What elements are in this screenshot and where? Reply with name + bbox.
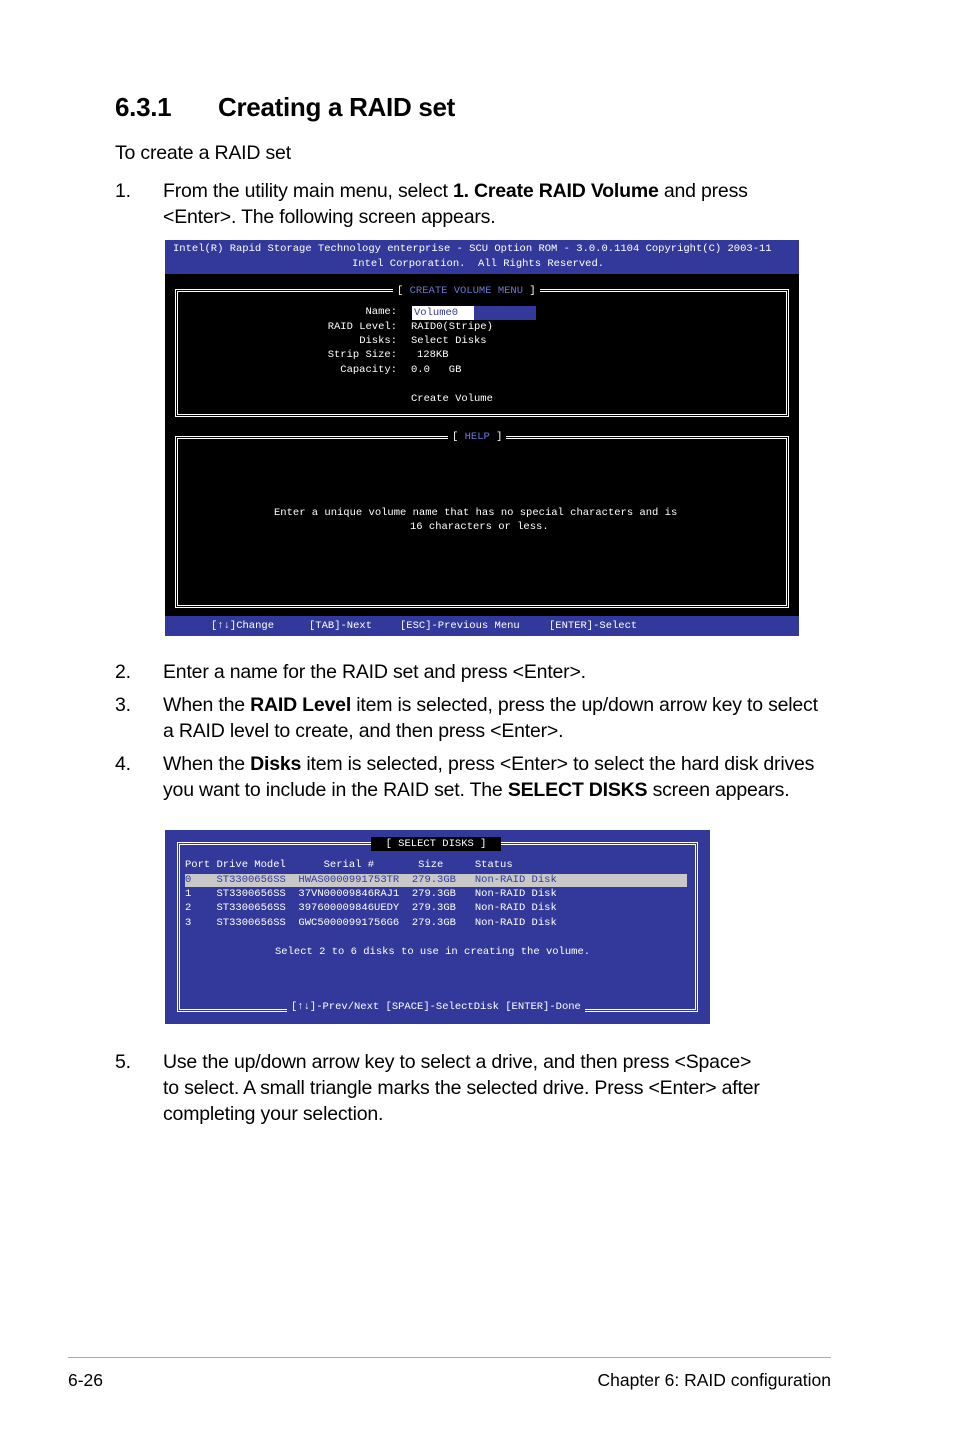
screen-header: [165, 240, 799, 274]
disks-value[interactable]: Select Disks: [411, 335, 487, 347]
select-disks-note: Select 2 to 6 disks to use in creating the volume.: [275, 946, 591, 958]
page-number: 6-26: [68, 1370, 104, 1390]
step-5-line-2: to select. A small triangle marks the selected drive. Press <Enter> after: [163, 1077, 760, 1099]
select-disks-title: [ SELECT DISKS ]: [371, 837, 501, 851]
step-4-line-2c: screen appears.: [647, 779, 790, 801]
step-1-text: [163, 178, 843, 230]
name-label: Name:: [365, 306, 397, 318]
strip-size-label: Strip Size:: [327, 349, 397, 361]
step-2-text: Enter a name for the RAID set and press <Enter>.: [163, 661, 586, 683]
footer-change: [↑↓]Change: [211, 620, 275, 632]
help-line-1: Enter a unique volume name that has no special characters and is: [274, 507, 678, 519]
step-2-number: 2.: [115, 661, 131, 683]
step-1-bold: 1. Create RAID Volume: [452, 180, 659, 202]
disk-row-2[interactable]: 2 ST3300656SS 397600009846UEDY 279.3GB Non-RAID Disk: [185, 902, 557, 914]
step-3-number: 3.: [115, 694, 131, 716]
select-disks-screen: [165, 830, 710, 1024]
footer-tab: [TAB]-Next: [309, 620, 373, 632]
disk-table-header: Port Drive Model Serial # Size Status: [185, 859, 513, 871]
disk-row-3[interactable]: 3 ST3300656SS GWC50000991756G6 279.3GB Non-RAID Disk: [185, 917, 557, 929]
name-input[interactable]: [412, 306, 536, 320]
step-4-number: 4.: [115, 753, 131, 775]
step-5: [0, 1049, 954, 1127]
intro-text: To create a RAID set: [115, 142, 291, 164]
step-3: [0, 692, 954, 744]
name-value: Volume0: [412, 306, 474, 320]
step-4: [0, 751, 954, 803]
step-5-text: [163, 1049, 843, 1127]
step-1-part-a: From the utility main menu, select: [163, 180, 453, 202]
section-number: 6.3.1: [115, 92, 172, 122]
disk-row-0[interactable]: 0 ST3300656SS HWAS0000991753TR 279.3GB Non-RAID Disk: [185, 874, 557, 886]
step-1: [0, 178, 954, 230]
step-3-part-a: When the: [163, 694, 251, 716]
step-4-line-2-bold: SELECT DISKS: [507, 779, 648, 801]
step-4-text: [163, 751, 863, 803]
raid-level-label: RAID Level:: [327, 321, 397, 333]
select-disks-footer: [↑↓]-Prev/Next [SPACE]-SelectDisk [ENTER]-Done: [287, 1000, 585, 1014]
step-4-part-c: item is selected, press <Enter> to select the hard disk drives: [301, 753, 815, 775]
step-1-number: 1.: [115, 180, 131, 202]
raid-level-value[interactable]: RAID0(Stripe): [411, 321, 493, 333]
step-4-line-2a: you want to include in the RAID set. The: [163, 779, 508, 801]
help-line-2: 16 characters or less.: [410, 521, 549, 533]
step-1-line-2: <Enter>. The following screen appears.: [163, 206, 496, 228]
section-heading: [115, 92, 455, 123]
step-4-bold: Disks: [250, 753, 302, 775]
capacity-label: Capacity:: [340, 364, 397, 376]
step-3-text: [163, 692, 863, 744]
menu-title-text: CREATE VOLUME MENU: [409, 285, 524, 297]
step-1-part-c: and press: [658, 180, 748, 202]
create-volume-screen: [165, 240, 799, 636]
section-title: Creating a RAID set: [218, 92, 456, 122]
help-title-text: HELP: [464, 431, 490, 443]
create-volume-button[interactable]: Create Volume: [411, 393, 493, 405]
disk-row-1[interactable]: 1 ST3300656SS 37VN00009846RAJ1 279.3GB Non-RAID Disk: [185, 888, 557, 900]
step-5-line-3: completing your selection.: [163, 1103, 384, 1125]
strip-size-value[interactable]: 128KB: [417, 349, 449, 361]
screen-footer: [165, 616, 799, 636]
capacity-value: 0.0 GB: [411, 364, 462, 376]
step-4-part-a: When the: [163, 753, 251, 775]
footer-enter: [ENTER]-Select: [549, 620, 638, 632]
help-title: [ HELP ]: [448, 430, 506, 444]
step-2: [0, 659, 954, 685]
step-5-line-1: Use the up/down arrow key to select a drive, and then press <Space>: [163, 1051, 752, 1073]
header-line-2: Intel Corporation. All Rights Reserved.: [352, 258, 605, 270]
menu-title: [ CREATE VOLUME MENU ]: [393, 284, 540, 298]
step-3-bold: RAID Level: [250, 694, 352, 716]
step-3-line-2: a RAID level to create, and then press <Enter>.: [163, 720, 564, 742]
chapter-title: Chapter 6: RAID configuration: [597, 1370, 831, 1390]
step-5-number: 5.: [115, 1051, 131, 1073]
step-3-part-c: item is selected, press the up/down arrow key to select: [351, 694, 818, 716]
footer-rule: [68, 1357, 831, 1358]
header-line-1: Intel(R) Rapid Storage Technology enterprise - SCU Option ROM - 3.0.0.1104 Copyright(C) 2003-11: [173, 243, 772, 255]
disks-label: Disks:: [359, 335, 397, 347]
footer-esc: [ESC]-Previous Menu: [400, 620, 520, 632]
